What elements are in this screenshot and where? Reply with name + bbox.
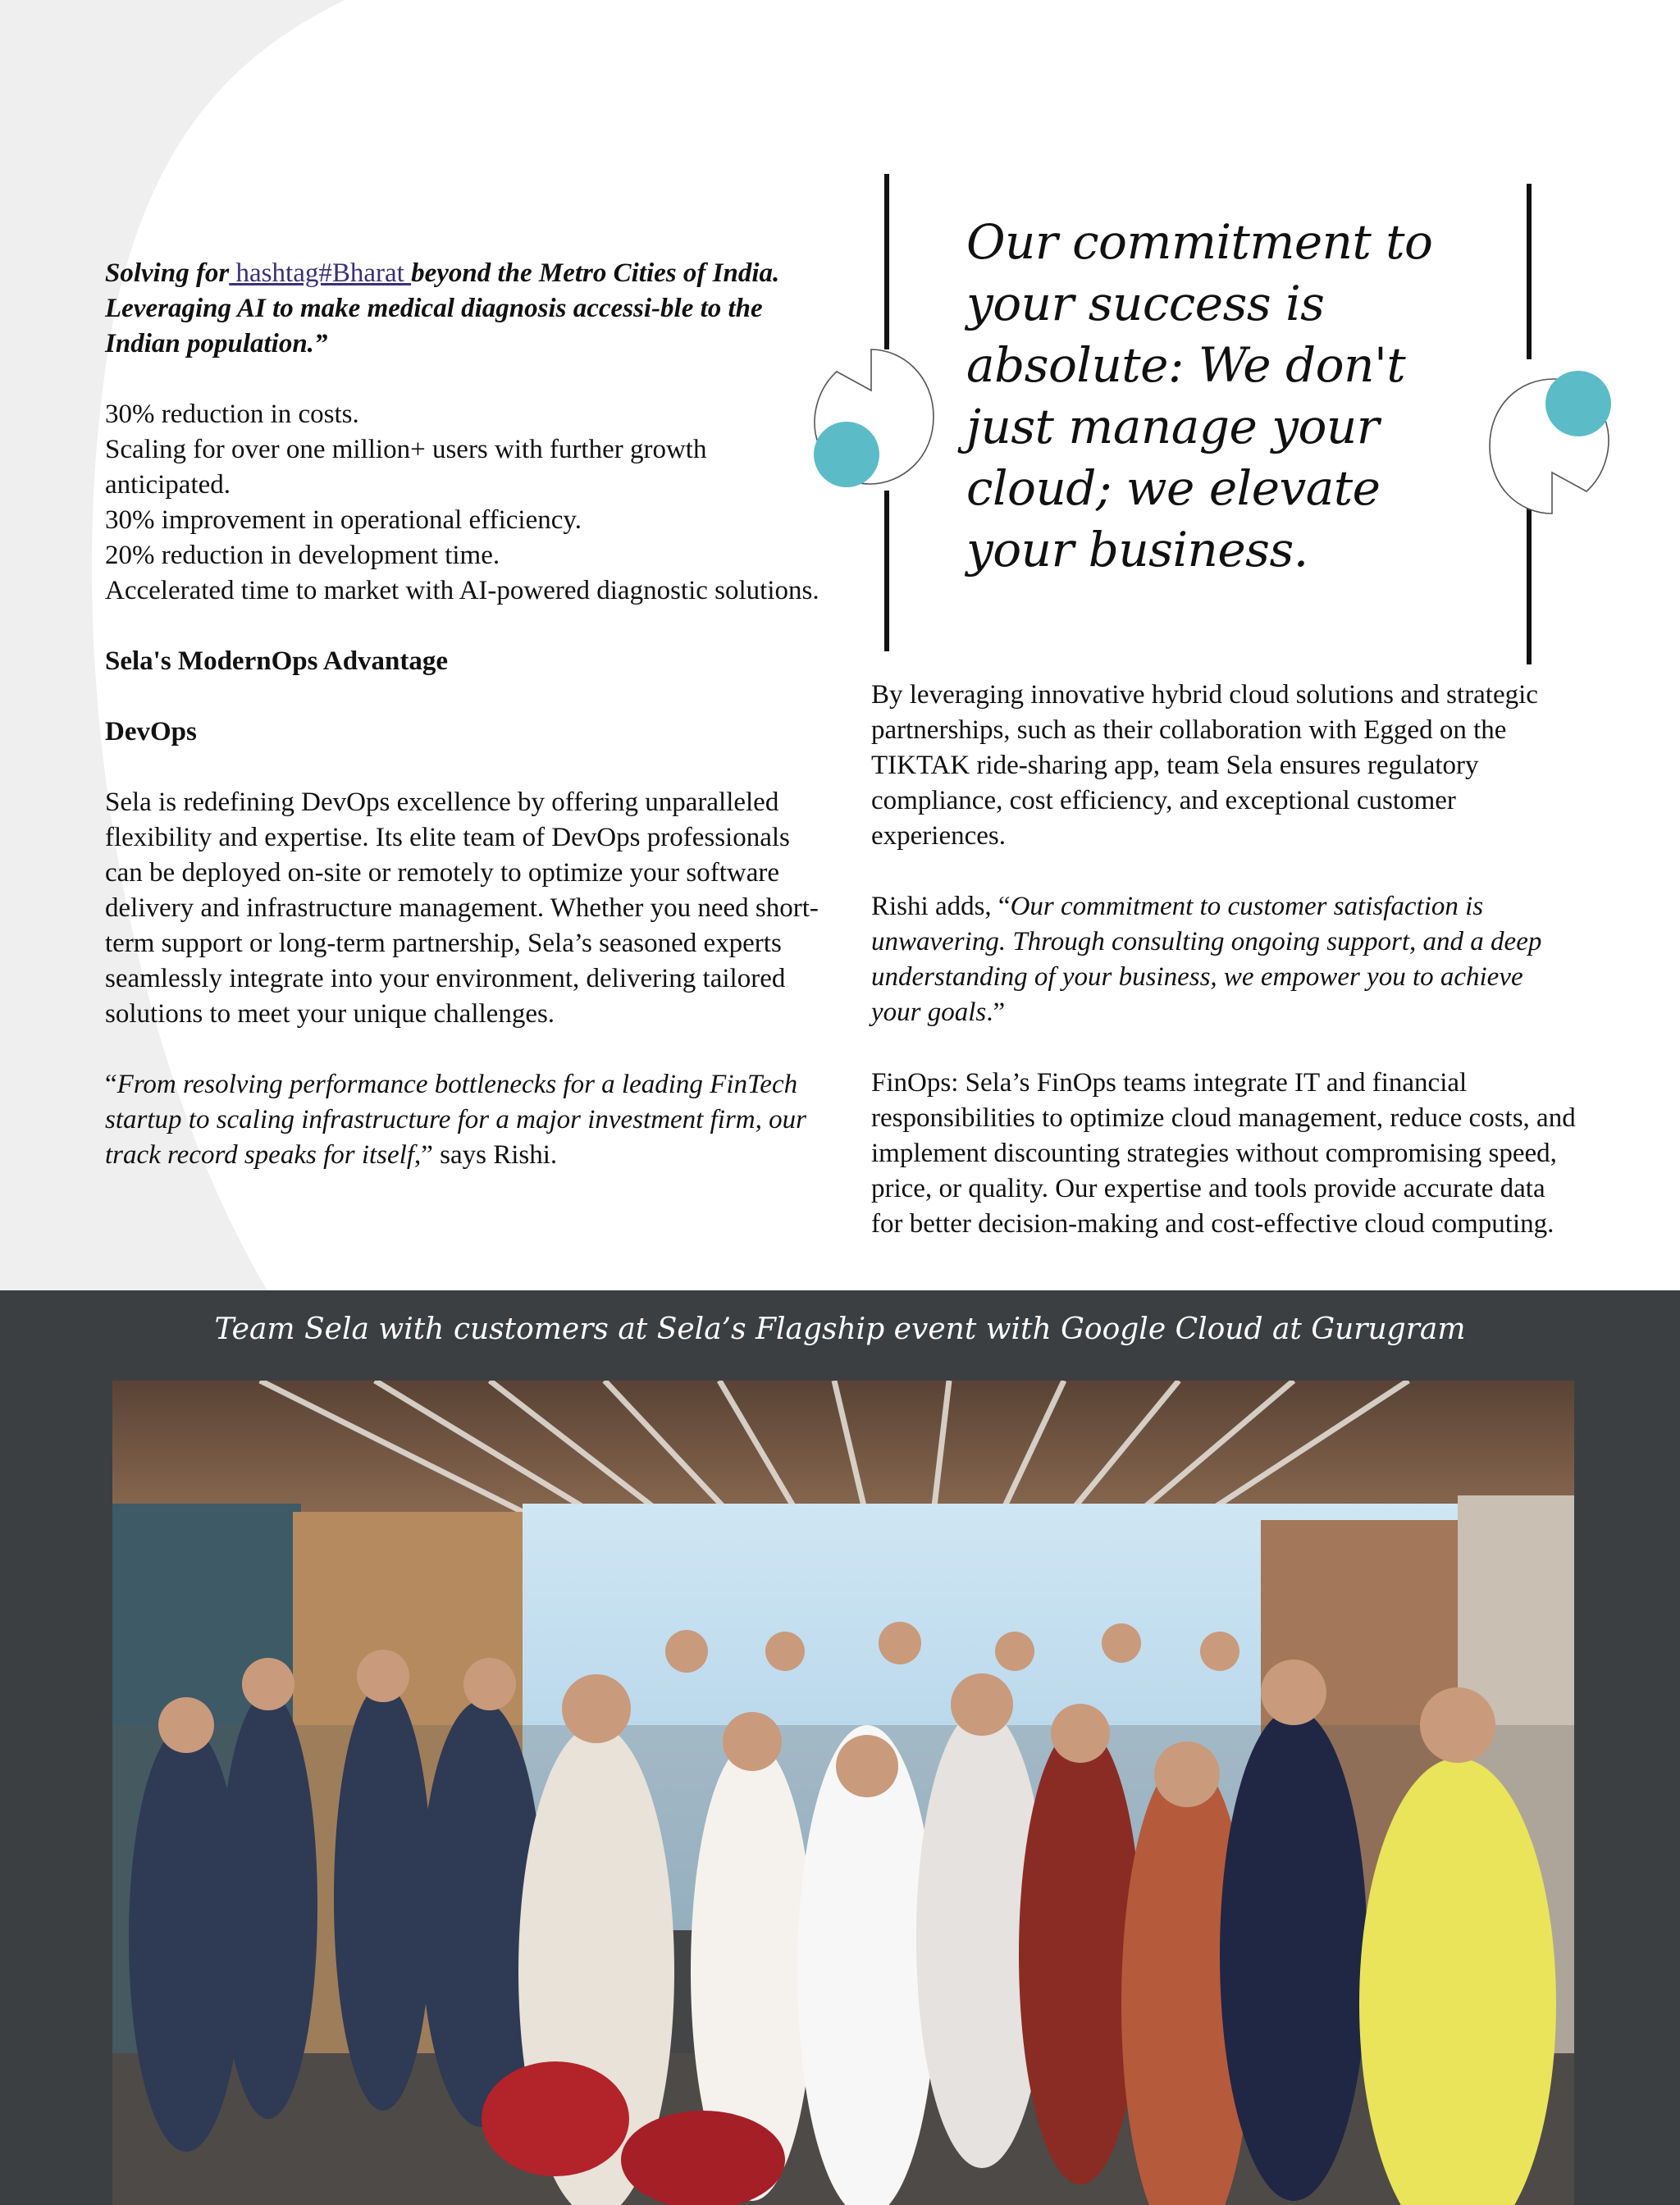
hybrid-cloud-paragraph: By leveraging innovative hybrid cloud solutions and strategic partnerships, such as their collaboration with Egged on the TIKTAK ride-sharing app, team Sela ensures regulatory compliance, cost efficiency, and exceptional customer experiences. <box>871 680 1538 851</box>
hashtag-bharat-link[interactable]: hashtag#Bharat <box>229 258 412 288</box>
advantage-heading: Sela's ModernOps Advantage <box>105 646 449 676</box>
customer-quote: “From resolving performance bottlenecks for a leading FinTech startup to scaling infrastructure for a major investment firm, our track record speaks for itself,” says Rishi. <box>105 1070 806 1170</box>
result-line: Accelerated time to market with AI-powered diagnostic solutions. <box>105 576 819 605</box>
quote-text: From resolving performance bottlenecks for a leading FinTech startup to scaling infrastructure for a major investment firm, our track record speaks for itself <box>105 1070 806 1170</box>
team-event-photo <box>112 1381 1574 2205</box>
result-line: 20% reduction in development time. <box>105 541 500 570</box>
intro-paragraph <box>105 256 820 362</box>
speech-bubble-right-icon <box>1486 368 1618 515</box>
result-line: Scaling for over one million+ users with further growth anticipated. <box>105 435 707 500</box>
intro-suffix: beyond the Metro Cities of India. Leveraging AI to make medical diagnosis accessi-ble to the Indian population.” <box>105 258 780 358</box>
devops-body: Sela is redefining DevOps excellence by offering unparalleled flexibility and expertise. Its elite team of DevOps professionals can be deployed on-site or remotely to optimize your software delivery and infrastructure management. Whether you need short-term support or long-term partnership, Sela’s seasoned experts seamlessly integrate into your environment, delivering tailored solutions to meet your unique challenges. <box>105 788 819 1029</box>
result-line: 30% reduction in costs. <box>105 399 359 429</box>
result-line: 30% improvement in operational efficiency. <box>105 505 582 535</box>
divider-bar-left-bottom <box>884 491 889 651</box>
intro-prefix: Solving for <box>105 258 230 288</box>
pull-quote: Our commitment to your success is absolute: We don't just manage your cloud; we elevate your business. <box>966 214 1433 578</box>
rishi-quote: Rishi adds, “Our commitment to customer satisfaction is unwavering. Through consulting ongoing support, and a deep understanding of your business, we empower you to achieve your goals.” <box>871 892 1542 1027</box>
finops-paragraph: FinOps: Sela’s FinOps teams integrate IT and financial responsibilities to optimize cloud management, reduce costs, and implement discounting strategies without compromising speed, price, or quality. Our expertise and tools provide accurate data for better decision-making and cost-effective cloud computing. <box>871 1068 1576 1239</box>
left-column <box>105 256 820 1173</box>
devops-heading: DevOps <box>105 717 197 746</box>
divider-bar-right-bottom <box>1527 497 1532 664</box>
right-column <box>871 678 1577 1242</box>
divider-bar-right-top <box>1527 184 1532 359</box>
quote-text: Our commitment to customer satisfaction is unwavering. Through consulting ongoing support, and a deep understanding of your business, we empower you to achieve your goals <box>871 892 1542 1027</box>
divider-bar-left-top <box>884 174 889 349</box>
photo-caption: Team Sela with customers at Sela’s Flagship event with Google Cloud at Gurugram <box>214 1312 1466 1346</box>
speech-bubble-left-icon <box>812 343 935 499</box>
